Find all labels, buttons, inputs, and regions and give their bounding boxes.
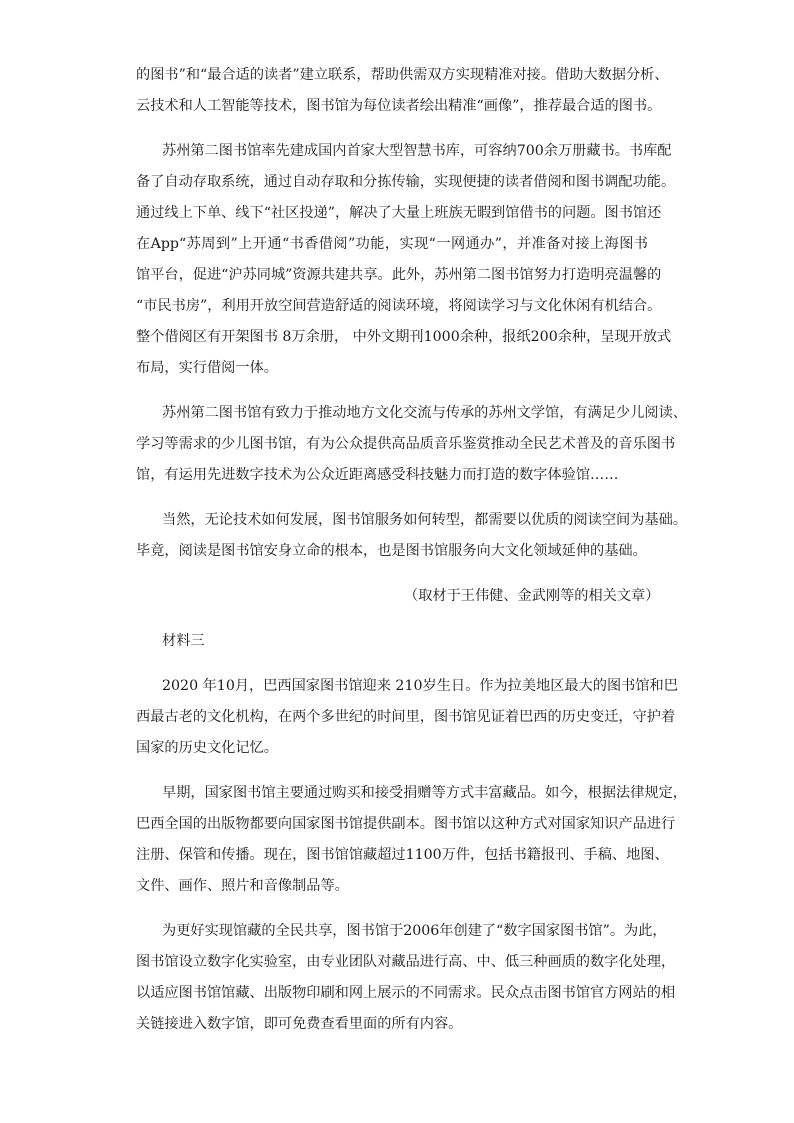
paragraph-3-line-2: 学习等需求的少儿图书馆，有为公众提供高品质音乐鉴赏推动全民艺术普及的音乐图书 [136, 436, 676, 452]
paragraph-6-line-2: 巴西全国的出版物都要向国家图书馆提供副本。图书馆以这种方式对国家知识产品进行 [136, 816, 676, 832]
paragraph-7-line-3: 以适应图书馆馆藏、出版物印刷和网上展示的不同需求。民众点击图书馆官方网站的相 [136, 985, 676, 1001]
paragraph-2-line-7: 整个借阅区有开架图书 8万余册， 中外文期刊1000余种，报纸200余种，呈现开放式 [136, 329, 672, 345]
paragraph-6-line-1: 早期，国家图书馆主要通过购买和接受捐赠等方式丰富藏品。如今，根据法律规定， [162, 785, 687, 801]
paragraph-7-line-1: 为更好实现馆藏的全民共享，图书馆于2006年创建了“数字国家图书馆”。为此， [162, 923, 667, 939]
paragraph-7-line-4: 关链接进入数字馆，即可免费查看里面的所有内容。 [136, 1016, 463, 1032]
paragraph-5-line-1: 2020 年10月，巴西国家图书馆迎来 210岁生日。作为拉美地区最大的图书馆和巴 [162, 678, 678, 694]
paragraph-4-line-1: 当然，无论技术如何发展，图书馆服务如何转型，都需要以优质的阅读空间为基础。 [162, 512, 687, 528]
paragraph-1-line-2: 云技术和人工智能等技术，图书馆为每位读者绘出精准“画像”，推荐最合适的图书。 [136, 98, 662, 114]
paragraph-7-line-2: 图书馆设立数字化实验室，由专业团队对藏品进行高、中、低三种画质的数字化处理， [136, 954, 676, 970]
paragraph-3-line-1: 苏州第二图书馆有致力于推动地方文化交流与传承的苏州文学馆，有满足少儿阅读、 [162, 405, 687, 421]
paragraph-5-line-2: 西最古老的文化机构，在两个多世纪的时间里，图书馆见证着巴西的历史变迁，守护着 [136, 709, 676, 725]
section-heading: 材料三 [162, 633, 205, 649]
paragraph-6-line-4: 文件、画作、照片和音像制品等。 [136, 878, 349, 894]
paragraph-2-line-4: 在App“苏周到”上开通“书香借阅”功能，实现“一网通办”，并准备对接上海图书 [136, 236, 648, 252]
paragraph-2-line-8: 布局，实行借阅一体。 [136, 360, 278, 376]
paragraph-2-line-6: “市民书房”，利用开放空间营造舒适的阅读环境，将阅读学习与文化休闲有机结合。 [136, 298, 662, 314]
paragraph-3-line-3: 馆，有运用先进数字技术为公众近距离感受科技魅力而打造的数字体验馆…… [136, 467, 619, 483]
paragraph-2-line-5: 馆平台，促进“沪苏同城”资源共建共享。此外，苏州第二图书馆努力打造明亮温馨的 [136, 267, 662, 283]
paragraph-1-line-1: 的图书”和“最合适的读者”建立联系，帮助供需双方实现精准对接。借助大数据分析、 [136, 67, 669, 83]
paragraph-4-line-2: 毕竟，阅读是图书馆安身立命的根本，也是图书馆服务向大文化领域延伸的基础。 [136, 543, 647, 559]
source-note: （取材于王伟健、金武刚等的相关文章） [404, 588, 660, 604]
paragraph-2-line-3: 通过线上下单、线下“社区投递”，解决了大量上班族无暇到馆借书的问题。图书馆还 [136, 205, 662, 221]
paragraph-2-line-2: 备了自动存取系统，通过自动存取和分拣传输，实现便捷的读者借阅和图书调配功能。 [136, 174, 676, 190]
paragraph-6-line-3: 注册、保管和传播。现在，图书馆馆藏超过1100万件，包括书籍报刊、手稿、地图、 [136, 847, 669, 863]
paragraph-5-line-3: 国家的历史文化记忆。 [136, 740, 278, 756]
paragraph-2-line-1: 苏州第二图书馆率先建成国内首家大型智慧书库，可容纳700余万册藏书。书库配 [162, 143, 672, 159]
